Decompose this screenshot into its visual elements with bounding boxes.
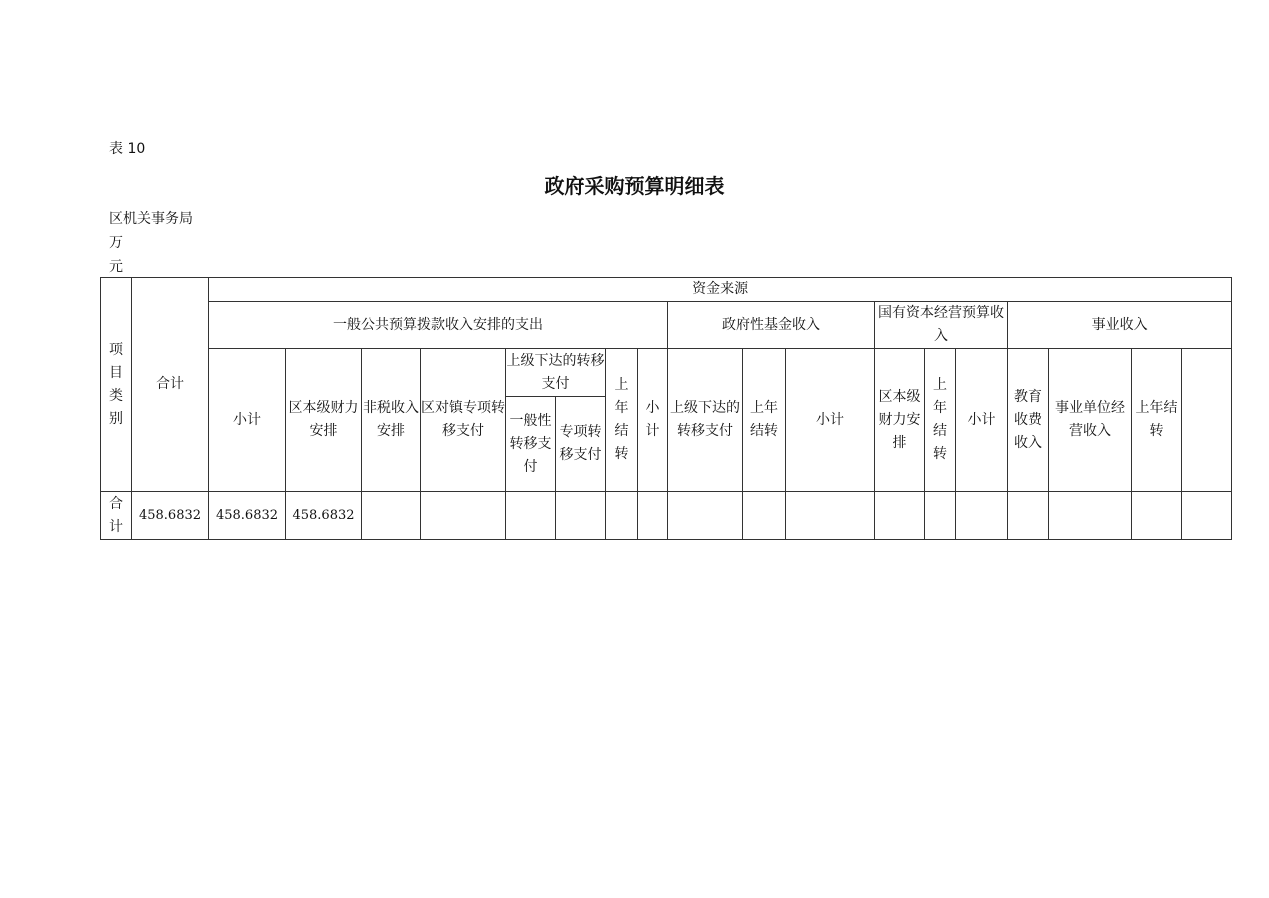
table-number: 表 10 (109, 141, 146, 157)
header-gf-prev-carry: 上年结转 (743, 349, 786, 492)
header-sc-district-fiscal: 区本级财力安排 (875, 349, 925, 492)
header-state-capital: 国有资本经营预算收入 (875, 302, 1008, 349)
header-sc-prev-carry: 上年结转 (925, 349, 956, 492)
header-business-income: 事业收入 (1008, 302, 1232, 349)
header-item-category: 项目类别 (101, 278, 132, 492)
header-bi-operating-income: 事业单位经营收入 (1049, 349, 1132, 492)
row-bi-prev-carry (1132, 492, 1182, 540)
other-income-header-lower (1182, 397, 1232, 492)
table-row (101, 492, 1232, 540)
page-title: 政府采购预算明细表 (544, 174, 725, 198)
row-total: 458.6832 (132, 492, 209, 540)
row-gf-prev-carry (743, 492, 786, 540)
row-bi-subtotal (956, 492, 1008, 540)
row-sc-district-fiscal (875, 492, 925, 540)
unit-label-line2: 元 (109, 259, 123, 275)
header-total: 合计 (132, 278, 209, 492)
header-gb-town-transfer: 区对镇专项转移支付 (421, 349, 506, 492)
department-name: 区机关事务局 (109, 211, 193, 227)
header-gf-superior-transfer: 上级下达的转移支付 (668, 349, 743, 492)
header-sc-subtotal: 小计 (786, 349, 875, 492)
row-category: 合计 (101, 492, 132, 540)
header-gb-prev-carry: 上年结转 (606, 349, 638, 492)
row-gb-general-transfer (506, 492, 556, 540)
header-gb-special-transfer: 专项转移支付 (556, 397, 606, 492)
header-gb-general-transfer: 一般性转移支付 (506, 397, 556, 492)
unit-label-line1: 万 (109, 235, 123, 251)
header-gov-fund: 政府性基金收入 (668, 302, 875, 349)
row-bi-education-fees (1008, 492, 1049, 540)
row-gf-superior-transfer (668, 492, 743, 540)
row-gf-subtotal (638, 492, 668, 540)
row-bi-operating-income (1049, 492, 1132, 540)
header-bi-subtotal: 小计 (956, 349, 1008, 492)
header-general-budget: 一般公共预算拨款收入安排的支出 (209, 302, 668, 349)
row-gb-subtotal: 458.6832 (209, 492, 286, 540)
row-gb-district-fiscal: 458.6832 (286, 492, 362, 540)
header-gb-district-fiscal: 区本级财力安排 (286, 349, 362, 492)
header-gb-subtotal: 小计 (209, 349, 286, 492)
row-gb-nontax (362, 492, 421, 540)
header-bi-prev-carry: 上年结转 (1132, 349, 1182, 492)
procurement-budget-table (100, 277, 1232, 540)
row-gb-special-transfer (556, 492, 606, 540)
row-gb-town-transfer (421, 492, 506, 540)
header-gf-subtotal: 小计 (638, 349, 668, 492)
row-sc-prev-carry (925, 492, 956, 540)
header-gb-superior-transfer: 上级下达的转移支付 (506, 349, 606, 397)
row-sc-subtotal (786, 492, 875, 540)
header-gb-nontax: 非税收入安排 (362, 349, 421, 492)
header-bi-education-fees: 教育收费收入 (1008, 349, 1049, 492)
row-gb-prev-carry (606, 492, 638, 540)
row-other-income (1182, 492, 1232, 540)
header-fund-source: 资金来源 (209, 278, 1232, 302)
